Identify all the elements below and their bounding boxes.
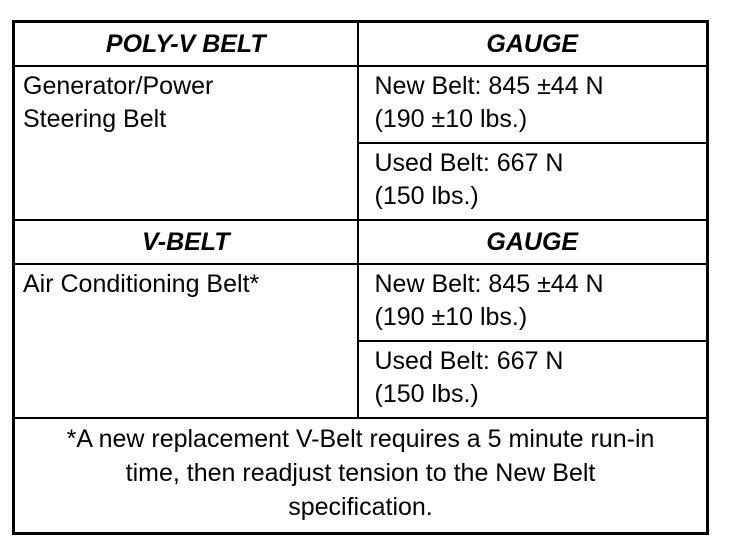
v-belt-new-belt-gauge	[358, 264, 708, 341]
belt-tension-spec-table	[12, 20, 709, 535]
footnote-line3: specification.	[288, 493, 433, 521]
footnote-row	[14, 418, 708, 534]
used-belt-pounds: (150 lbs.)	[374, 182, 479, 210]
v-belt-used-belt-gauge	[358, 341, 708, 418]
used-belt-newtons: Used Belt: 667 N	[374, 149, 564, 177]
v-belt-gauge-header: GAUGE	[358, 220, 708, 264]
footnote-cell	[14, 418, 708, 534]
poly-v-gauge-header: GAUGE	[358, 22, 708, 67]
belt-name-line1: Generator/Power	[23, 72, 214, 100]
new-belt-newtons: New Belt: 845 ±44 N	[374, 270, 604, 298]
poly-v-used-belt-gauge	[358, 143, 708, 220]
new-belt-newtons: New Belt: 845 ±44 N	[374, 72, 604, 100]
v-belt-new-belt-row	[14, 264, 708, 341]
new-belt-pounds: (190 ±10 lbs.)	[374, 303, 528, 331]
footnote-line1: *A new replacement V-Belt requires a 5 minute run-in	[66, 425, 655, 453]
v-belt-header: V-BELT	[14, 220, 358, 264]
belt-name: Air Conditioning Belt*	[23, 270, 260, 298]
used-belt-newtons: Used Belt: 667 N	[374, 347, 564, 375]
air-conditioning-belt-cell	[14, 264, 358, 418]
poly-v-header-row	[14, 22, 708, 67]
belt-name-line2: Steering Belt	[23, 105, 167, 133]
poly-v-belt-header: POLY-V BELT	[14, 22, 358, 67]
poly-v-new-belt-gauge	[358, 66, 708, 143]
poly-v-new-belt-row	[14, 66, 708, 143]
new-belt-pounds: (190 ±10 lbs.)	[374, 105, 528, 133]
used-belt-pounds: (150 lbs.)	[374, 380, 479, 408]
footnote-line2: time, then readjust tension to the New Belt	[125, 459, 596, 487]
v-belt-header-row	[14, 220, 708, 264]
generator-power-steering-belt-cell	[14, 66, 358, 220]
